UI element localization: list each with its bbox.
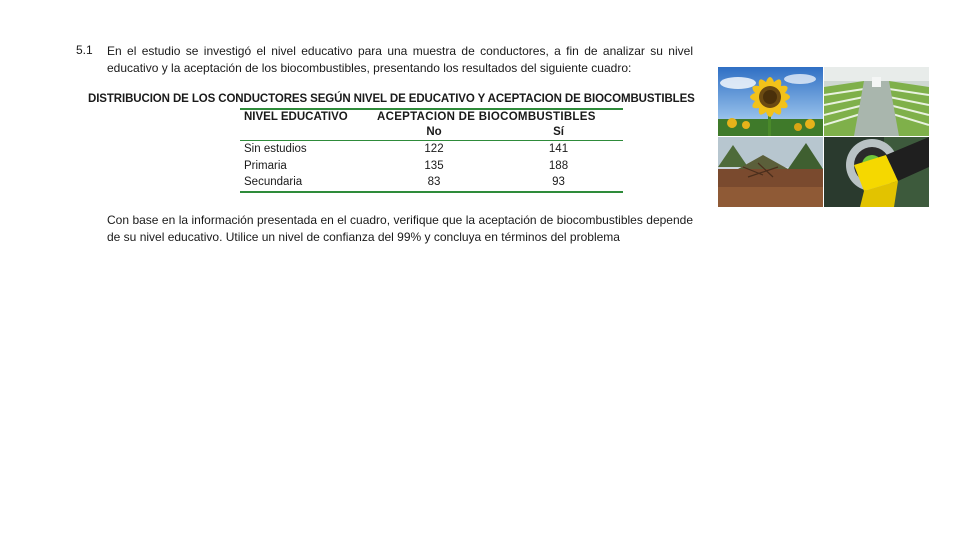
- table-row: [240, 141, 623, 158]
- row-no-count: 135: [424, 159, 444, 172]
- problem-conclusion-text: Con base en la información presentada en el cuadro, verifique que la aceptación de biocombustibles depende de su nivel educativo. Utilice un nivel de confianza del 99% y concluya en términos del problema: [107, 213, 693, 244]
- subheader-blank: [240, 125, 374, 141]
- sunflower-photo: [718, 67, 823, 136]
- table-header-row: [240, 110, 623, 125]
- cleared-field-photo: [718, 137, 823, 207]
- row-si-count: 188: [548, 159, 569, 172]
- row-si-count: 141: [548, 143, 569, 155]
- problem-number: 5.1: [76, 43, 93, 57]
- table-subheader-row: [240, 125, 623, 141]
- biofuel-photo-collage: [718, 67, 928, 206]
- fuel-nozzle-photo: [824, 137, 929, 207]
- table-row: [240, 158, 623, 175]
- algae-tubes-photo: [824, 67, 929, 136]
- row-si-count: 93: [552, 176, 565, 188]
- row-level: Primaria: [244, 159, 287, 172]
- header-acceptance: ACEPTACION DE BIOCOMBUSTIBLES: [377, 111, 596, 123]
- row-level: Secundaria: [244, 176, 303, 188]
- contingency-table: [240, 108, 623, 193]
- subheader-si: Sí: [494, 125, 623, 141]
- table-title: DISTRIBUCION DE LOS CONDUCTORES SEGÚN NIVEL DE EDUCATIVO Y ACEPTACION DE BIOCOMBUSTIBLES: [88, 93, 695, 105]
- row-level: Sin estudios: [244, 143, 307, 155]
- header-education-level: NIVEL EDUCATIVO: [244, 111, 348, 123]
- row-no-count: 122: [424, 143, 444, 155]
- row-no-count: 83: [427, 176, 441, 188]
- subheader-no: No: [374, 125, 494, 141]
- table-row: [240, 174, 623, 192]
- problem-intro-text: En el estudio se investigó el nivel educativo para una muestra de conductores, a fin de analizar su nivel educativo y la aceptación de los biocombustibles, presentando los resultados del siguiente cuadro:: [107, 44, 693, 75]
